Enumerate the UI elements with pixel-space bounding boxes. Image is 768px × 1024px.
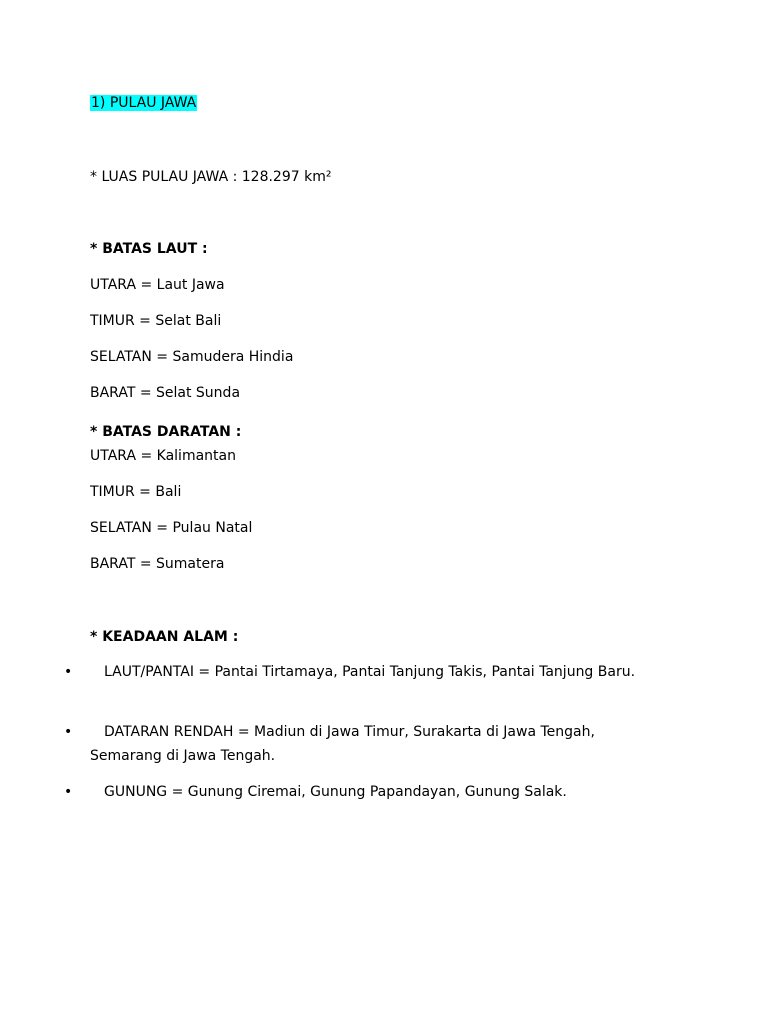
batas-daratan-utara: UTARA = Kalimantan xyxy=(90,448,236,464)
batas-daratan-timur: TIMUR = Bali xyxy=(90,484,182,500)
batas-daratan-barat: BARAT = Sumatera xyxy=(90,556,225,572)
batas-laut-utara: UTARA = Laut Jawa xyxy=(90,277,225,293)
batas-laut-barat: BARAT = Selat Sunda xyxy=(90,385,241,401)
bullet-icon: • xyxy=(64,664,73,680)
bullet-icon: • xyxy=(64,784,73,800)
list-item-label: GUNUNG = Gunung Ciremai, Gunung Papandayan, Gunung Salak. xyxy=(104,784,567,800)
list-item-label: DATARAN RENDAH = Madiun di Jawa Timur, Surakarta di Jawa Tengah, Semarang di Jawa Tengah. xyxy=(90,724,595,764)
batas-laut-title: * BATAS LAUT : xyxy=(90,241,208,257)
list-item-label: LAUT/PANTAI = Pantai Tirtamaya, Pantai Tanjung Takis, Pantai Tanjung Baru. xyxy=(104,664,636,680)
list-item-text xyxy=(90,780,670,804)
batas-daratan-title: * BATAS DARATAN : xyxy=(90,424,242,440)
heading-highlight: 1) PULAU JAWA xyxy=(91,95,197,111)
batas-daratan-selatan: SELATAN = Pulau Natal xyxy=(90,520,253,536)
list-item-text xyxy=(90,660,670,684)
batas-laut-timur: TIMUR = Selat Bali xyxy=(90,313,222,329)
luas-line: * LUAS PULAU JAWA : 128.297 km² xyxy=(90,169,332,185)
keadaan-alam-title: * KEADAAN ALAM : xyxy=(90,629,239,645)
bullet-icon: • xyxy=(64,724,73,740)
list-item-text xyxy=(90,720,670,768)
section-heading xyxy=(90,93,197,113)
batas-laut-selatan: SELATAN = Samudera Hindia xyxy=(90,349,294,365)
